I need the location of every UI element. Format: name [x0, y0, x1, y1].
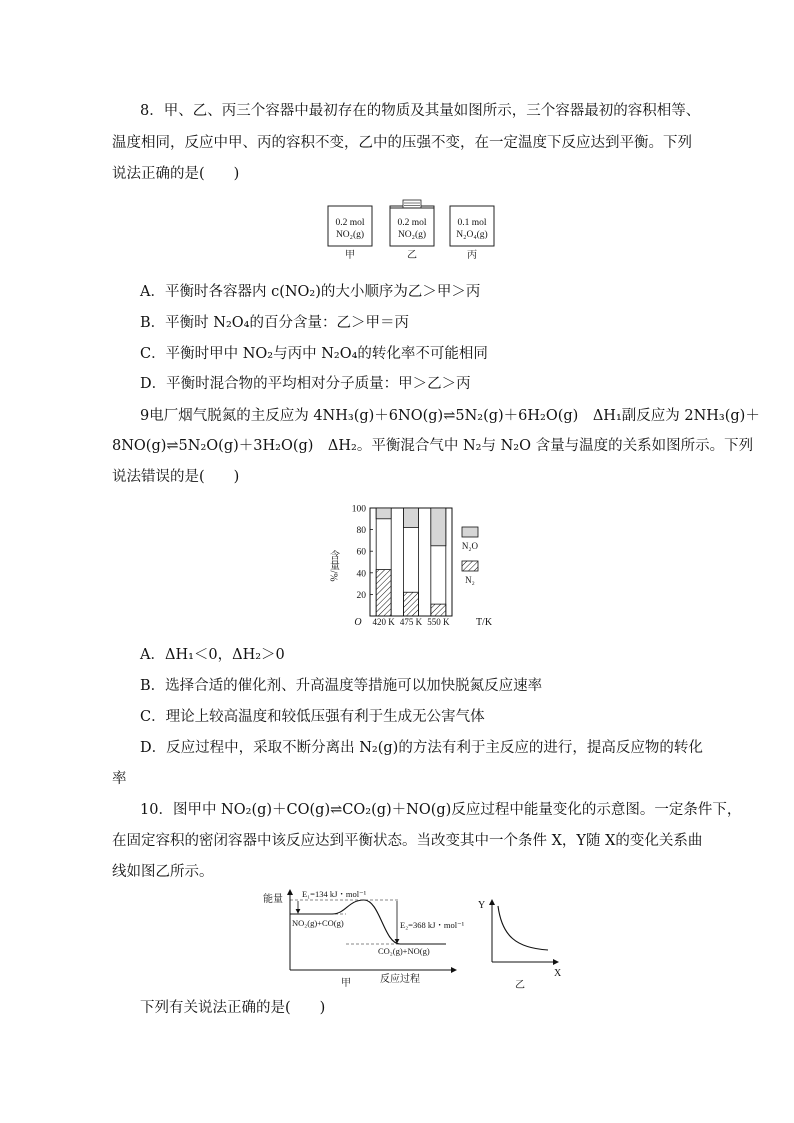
chart-legend: [462, 527, 479, 585]
jia-caption: 甲: [341, 978, 351, 989]
q8-option-d: D．平衡时混合物的平均相对分子质量：甲＞乙＞丙: [140, 376, 471, 392]
chart-bar-n2: [376, 570, 391, 616]
q9-bar-chart: [326, 498, 504, 632]
q8-line-2: 温度相同，反应中甲、丙的容积不变，乙中的压强不变，在一定温度下反应达到平衡。下列: [112, 135, 692, 151]
piston-icon: [403, 200, 421, 208]
q8-option-a: A．平衡时各容器内 c(NO₂)的大小顺序为乙＞甲＞丙: [140, 284, 481, 300]
chart-ytick-label: 100: [351, 504, 366, 515]
yi-curve: [498, 906, 548, 950]
yi-caption: 乙: [515, 980, 525, 991]
container-yi-label: 乙: [407, 250, 417, 261]
container-jia-amount: 0.2 mol: [335, 218, 365, 228]
container-yi-amount: 0.2 mol: [397, 218, 427, 228]
q9-line-3: 说法错误的是( ): [112, 469, 240, 485]
container-jia: [328, 206, 372, 261]
legend-n2o-label: N₂O: [461, 541, 479, 551]
container-bing-amount: 0.1 mol: [457, 218, 487, 228]
chart-category-label: 550 K: [427, 617, 450, 627]
jia-xlabel: 反应过程: [380, 974, 420, 985]
q10-line-3: 线如图乙所示。: [112, 864, 214, 880]
container-bing-substance: N₂O₄(g): [456, 230, 488, 240]
q8-line-1: 8．甲、乙、丙三个容器中最初存在的物质及其量如图所示，三个容器最初的容积相等、: [140, 103, 701, 119]
q8-line-3: 说法正确的是( ): [112, 166, 240, 182]
chart-bar-n2: [431, 604, 446, 616]
q10-curve-yi: [476, 896, 568, 992]
q10-line-2: 在固定容积的密闭容器中该反应达到平衡状态。当改变其中一个条件 X，Y随 X的变化关系曲: [112, 833, 703, 849]
legend-n2o-swatch: [462, 527, 478, 537]
q8-option-c: C．平衡时甲中 NO₂与丙中 N₂O₄的转化率不可能相同: [140, 346, 488, 362]
chart-bar-n2o: [431, 508, 446, 546]
jia-reactants-label: NO₂(g)+CO(g): [292, 918, 344, 928]
chart-ytick-label: 80: [356, 526, 366, 537]
chart-category-label: 420 K: [372, 617, 395, 627]
legend-n2-swatch: [462, 561, 478, 571]
yi-ylabel: Y: [478, 900, 486, 911]
container-yi-substance: NO₂(g): [397, 230, 427, 240]
chart-category-label: 475 K: [399, 617, 423, 627]
container-jia-label: 甲: [345, 250, 355, 261]
container-bing-label: 丙: [467, 250, 477, 261]
container-bing: [450, 206, 494, 261]
chart-ytick-label: 40: [356, 569, 366, 580]
jia-ylabel: 能量: [263, 894, 283, 905]
chart-ytick-label: 60: [356, 547, 366, 558]
chart-origin-label: O: [354, 617, 362, 628]
q9-option-c: C．理论上较高温度和较低压强有利于生成无公害气体: [140, 709, 485, 725]
q8-containers-figure: [322, 196, 502, 262]
q10-line-1: 10．图甲中 NO₂(g)＋CO(g)⇌CO₂(g)＋NO(g)反应过程中能量变化的示意图。一定条件下，: [140, 802, 742, 818]
q10-energy-diagram-jia: [260, 884, 480, 990]
legend-n2-label: N₂: [465, 575, 475, 585]
chart-bar-n2: [404, 592, 419, 616]
q9-option-d-continued: 率: [112, 771, 127, 787]
q10-line-4: 下列有关说法正确的是( ): [140, 1000, 326, 1016]
chart-ytick-label: 20: [356, 590, 366, 601]
chart-xlabel: T/K: [475, 617, 493, 628]
q9-option-b: B．选择合适的催化剂、升高温度等措施可以加快脱氮反应速率: [140, 678, 543, 694]
chart-ylabel: 含量/%: [327, 550, 339, 582]
q9-option-d: D．反应过程中，采取不断分离出 N₂(g)的方法有利于主反应的进行，提高反应物的转化: [140, 740, 703, 756]
chart-bar-n2o: [404, 508, 419, 527]
q8-option-b: B．平衡时 N₂O₄的百分含量：乙＞甲＝丙: [140, 315, 409, 331]
q9-line-2: 8NO(g)⇌5N₂O(g)＋3H₂O(g) ΔH₂。平衡混合气中 N₂与 N₂O 含量与温度的关系如图所示。下列: [112, 438, 754, 454]
container-jia-substance: NO₂(g): [335, 230, 365, 240]
jia-products-label: CO₂(g)+NO(g): [378, 946, 430, 956]
chart-bar-n2o: [376, 508, 391, 519]
q9-line-1: 9电厂烟气脱氮的主反应为 4NH₃(g)＋6NO(g)⇌5N₂(g)＋6H₂O(g) ΔH₁副反应为 2NH₃(g)＋: [140, 408, 760, 424]
jia-e2-label: E₂=368 kJ・mol⁻¹: [400, 920, 465, 930]
q9-option-a: A．ΔH₁＜0，ΔH₂＞0: [140, 647, 285, 663]
container-yi: [390, 200, 434, 261]
yi-xlabel: X: [554, 968, 562, 979]
jia-e1-label: E₁=134 kJ・mol⁻¹: [302, 889, 367, 899]
